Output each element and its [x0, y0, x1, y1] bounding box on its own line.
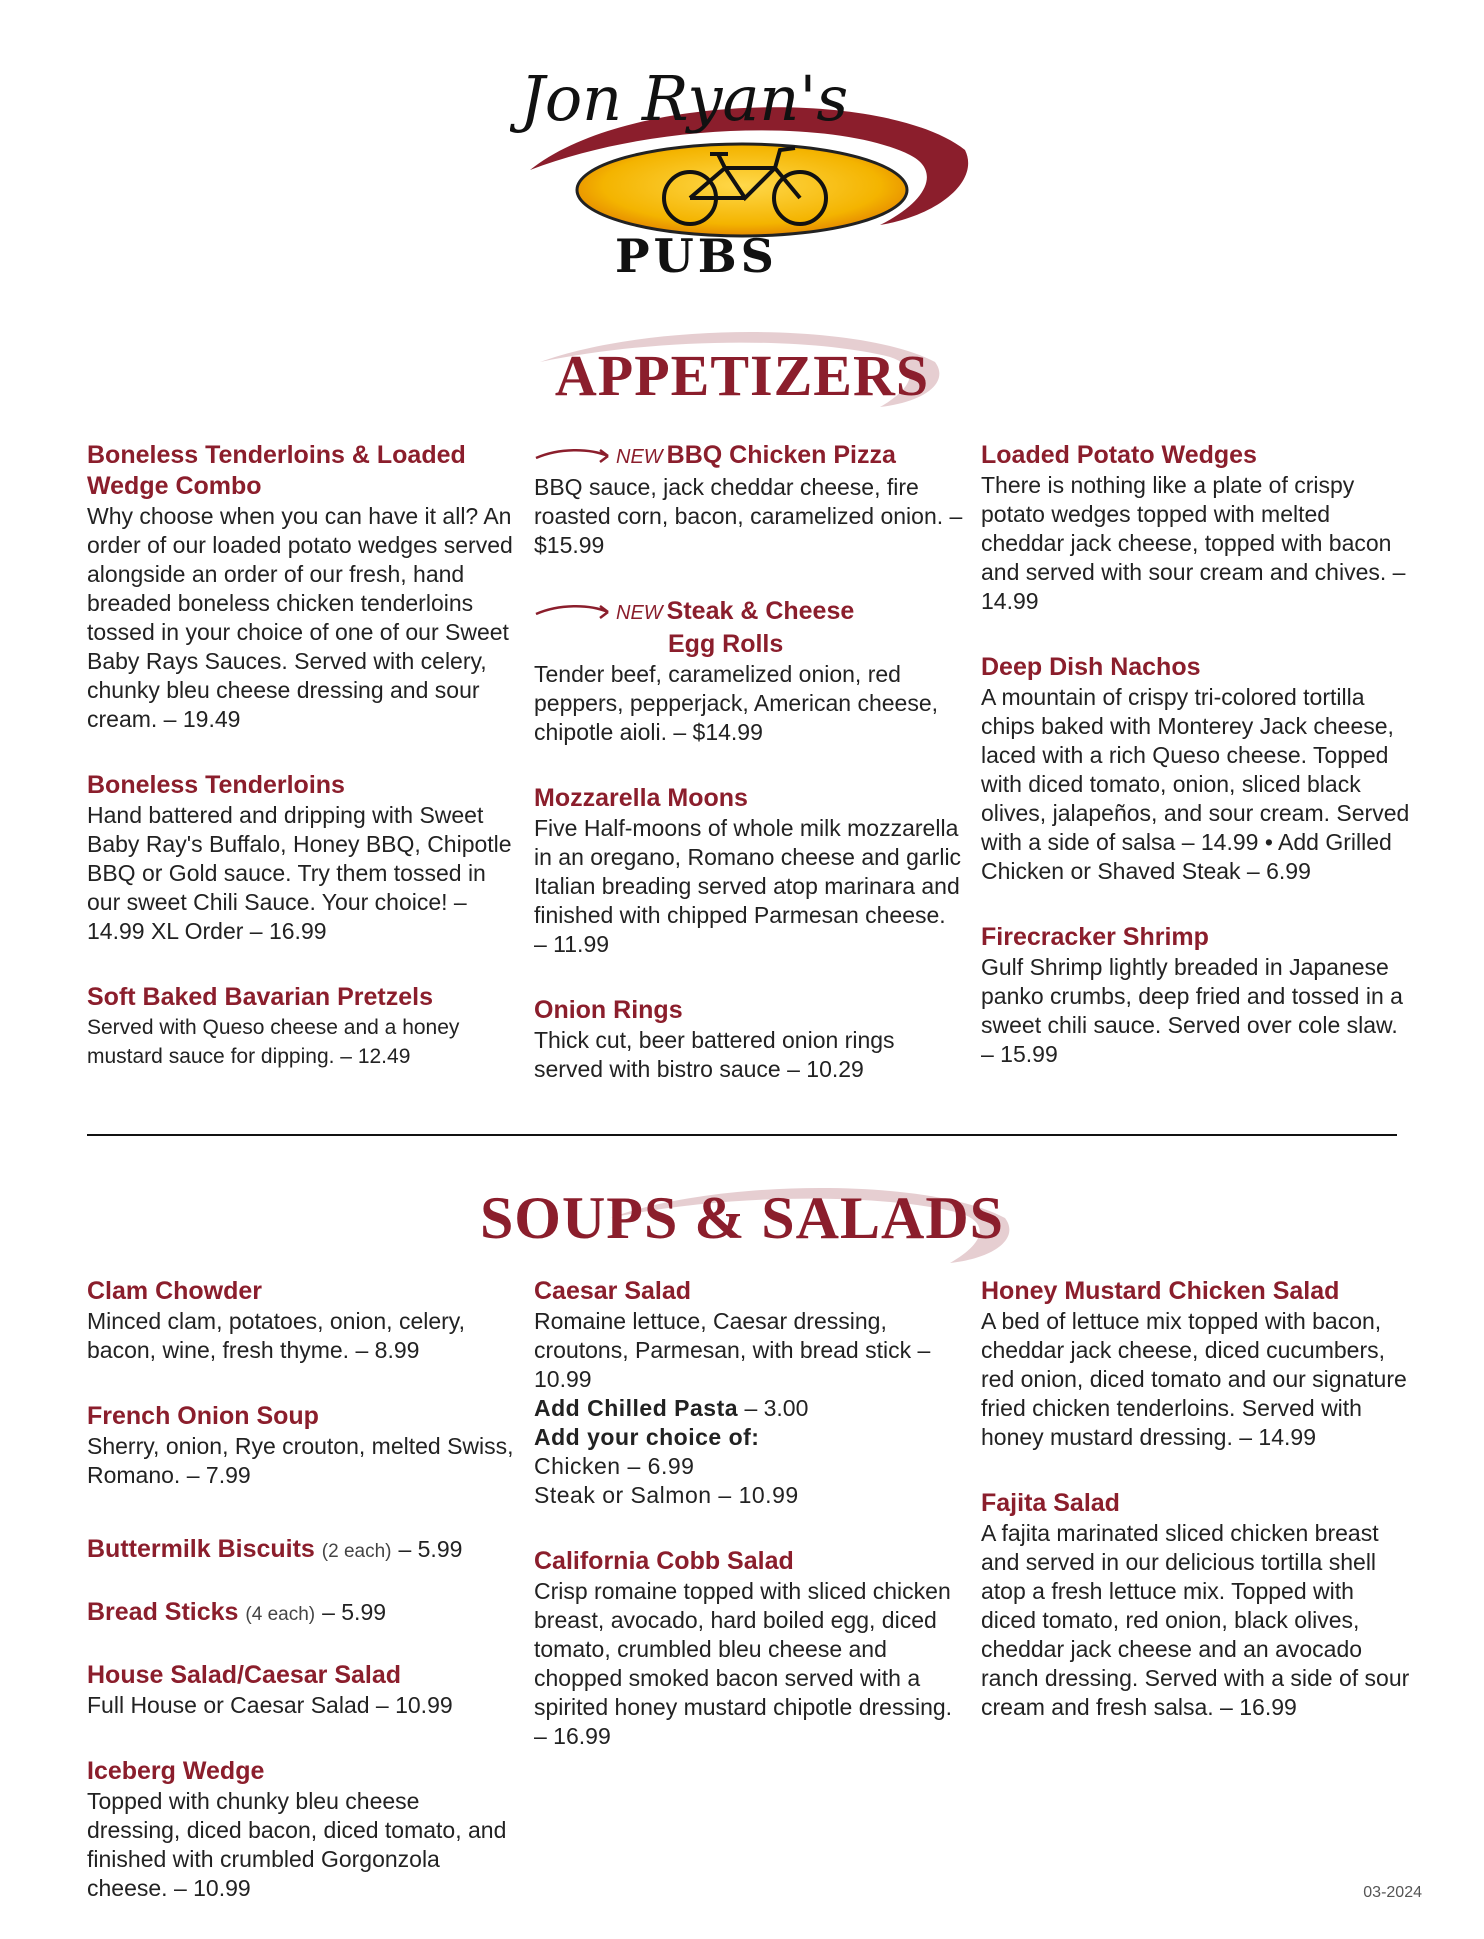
item-title-line2: Egg Rolls: [668, 630, 784, 658]
item-title: Boneless Tenderloins & Loaded Wedge Combo: [87, 441, 466, 500]
item-desc: Hand battered and dripping with Sweet Baby Ray's Buffalo, Honey BBQ, Chipotle BBQ or Gold sauce. Try them tossed in our sweet Chili Sauce. Your choice! – 14.99 XL Order – 16.99: [87, 802, 512, 944]
item-title-row: [534, 596, 964, 660]
item-desc: A bed of lettuce mix topped with bacon, cheddar jack cheese, diced cucumbers, red onion, diced tomato and our signature fried chicken tenderloins. Served with honey mustard dressing. – 14.99: [981, 1308, 1407, 1450]
menu-item: [534, 596, 964, 747]
item-title: Onion Rings: [534, 996, 683, 1024]
addon-pasta-label: Add Chilled Pasta: [534, 1395, 739, 1421]
menu-item: [981, 440, 1411, 616]
menu-item: [87, 1276, 517, 1365]
new-arrow-icon: [534, 602, 612, 622]
item-title: Caesar Salad: [534, 1277, 692, 1305]
item-title: Iceberg Wedge: [87, 1757, 265, 1785]
appetizers-column-3: [981, 440, 1411, 1105]
item-title: Buttermilk Biscuits: [87, 1535, 315, 1563]
menu-item: [534, 1276, 964, 1510]
item-desc: Served with Queso cheese and a honey mustard sauce for dipping. – 12.49: [87, 1016, 460, 1068]
item-title: Loaded Potato Wedges: [981, 441, 1257, 469]
menu-item: [87, 770, 517, 946]
item-title-row: [87, 1597, 517, 1630]
addon-pasta-row: [534, 1394, 964, 1423]
item-title: House Salad/Caesar Salad: [87, 1661, 402, 1689]
menu-item: [87, 440, 517, 734]
logo-graphic: [510, 50, 980, 280]
item-desc: Sherry, onion, Rye crouton, melted Swiss, Romano. – 7.99: [87, 1433, 514, 1488]
item-title: Mozzarella Moons: [534, 784, 748, 812]
addon-chicken: Chicken – 6.99: [534, 1453, 695, 1479]
item-title: BBQ Chicken Pizza: [666, 441, 896, 469]
new-badge: NEW: [616, 602, 663, 624]
item-title: Bread Sticks: [87, 1598, 239, 1626]
item-desc: There is nothing like a plate of crispy potato wedges topped with melted cheddar jack cheese, topped with bacon and served with sour cream and chives. – 14.99: [981, 472, 1406, 614]
soups-salads-column-2: [534, 1276, 964, 1787]
menu-item: [87, 1597, 517, 1630]
appetizers-column-1: [87, 440, 517, 1107]
item-desc: Minced clam, potatoes, onion, celery, bacon, wine, fresh thyme. – 8.99: [87, 1308, 465, 1363]
item-title: Boneless Tenderloins: [87, 771, 345, 799]
menu-item: [87, 1534, 517, 1567]
logo-name-line2: PUBS: [615, 229, 778, 280]
item-title: French Onion Soup: [87, 1402, 319, 1430]
item-desc: Why choose when you can have it all? An order of our loaded potato wedges served alongside an order of our fresh, hand breaded boneless chicken tenderloins tossed in your choice of one of our Sweet Baby Rays Sauces. Served with celery, chunky bleu cheese dressing and sour cream. – 19.49: [87, 503, 513, 732]
item-price: – 5.99: [398, 1536, 463, 1562]
menu-item: [87, 1401, 517, 1490]
item-desc: A mountain of crispy tri-colored tortilla chips baked with Monterey Jack cheese, laced with a rich Queso cheese. Topped with diced tomato, onion, sliced black olives, jalapeños, and sour cream. Served with a side of salsa – 14.99 • Add Grilled Chicken or Shaved Steak – 6.99: [981, 684, 1410, 884]
item-desc: Tender beef, caramelized onion, red peppers, pepperjack, American cheese, chipotle aioli. – $14.99: [534, 661, 939, 745]
menu-item: [981, 1488, 1411, 1722]
item-desc: Thick cut, beer battered onion rings served with bistro sauce – 10.29: [534, 1027, 895, 1082]
addon-steak: Steak or Salmon – 10.99: [534, 1482, 799, 1508]
item-desc: A fajita marinated sliced chicken breast and served in our delicious tortilla shell atop a fresh lettuce mix. Topped with diced tomato, red onion, black olives, cheddar jack cheese and an avocado ranch dressing. Served with a side of sour cream and fresh salsa. – 16.99: [981, 1520, 1410, 1720]
item-title: Clam Chowder: [87, 1277, 263, 1305]
item-title-row: [534, 440, 964, 473]
logo-name-line1: Jon Ryan's: [520, 62, 849, 135]
item-title: Soft Baked Bavarian Pretzels: [87, 983, 433, 1011]
item-desc: Romaine lettuce, Caesar dressing, croutons, Parmesan, with bread stick – 10.99: [534, 1308, 931, 1392]
item-title-row: [87, 1534, 517, 1567]
soups-salads-title: SOUPS & SALADS: [479, 1185, 1005, 1251]
item-desc: Full House or Caesar Salad – 10.99: [87, 1692, 453, 1718]
menu-item: [981, 922, 1411, 1069]
item-price: – 5.99: [322, 1599, 387, 1625]
menu-item: [87, 1660, 517, 1720]
item-title: Steak & Cheese: [666, 597, 855, 625]
menu-item: [87, 1756, 517, 1903]
item-note: (4 each): [245, 1604, 316, 1625]
item-title: Firecracker Shrimp: [981, 923, 1209, 951]
item-desc: Five Half-moons of whole milk mozzarella in an oregano, Romano cheese and garlic Italian breading served atop marinara and finished with chipped Parmesan cheese. – 11.99: [534, 815, 962, 957]
item-title: Deep Dish Nachos: [981, 653, 1201, 681]
menu-item: [87, 982, 517, 1071]
item-title: Honey Mustard Chicken Salad: [981, 1277, 1340, 1305]
item-desc: Topped with chunky bleu cheese dressing, diced bacon, diced tomato, and finished with crumbled Gorgonzola cheese. – 10.99: [87, 1788, 507, 1901]
menu-item: [534, 1546, 964, 1751]
soups-salads-column-3: [981, 1276, 1411, 1758]
menu-item: [981, 1276, 1411, 1452]
addon-choice-label: Add your choice of:: [534, 1424, 760, 1450]
item-desc: Crisp romaine topped with sliced chicken breast, avocado, hard boiled egg, diced tomato, crumbled bleu cheese and chopped smoked bacon served with a spirited honey mustard chipotle dressing. – 16.99: [534, 1578, 953, 1749]
soups-salads-column-1: [87, 1276, 517, 1939]
item-note: (2 each): [321, 1541, 392, 1562]
menu-item: [534, 440, 964, 560]
item-title: Fajita Salad: [981, 1489, 1120, 1517]
brand-logo: [510, 50, 980, 280]
menu-item: [534, 995, 964, 1084]
menu-date: 03-2024: [1363, 1884, 1422, 1901]
item-desc: Gulf Shrimp lightly breaded in Japanese panko crumbs, deep fried and tossed in a sweet chili sauce. Served over cole slaw. – 15.99: [981, 954, 1403, 1067]
new-badge: NEW: [616, 446, 663, 468]
addon-pasta-price: – 3.00: [744, 1395, 809, 1421]
appetizers-column-2: [534, 440, 964, 1120]
appetizers-title: APPETIZERS: [554, 343, 930, 408]
new-arrow-icon: [534, 446, 612, 466]
menu-item: [534, 783, 964, 959]
item-desc: BBQ sauce, jack cheddar cheese, fire roasted corn, bacon, caramelized onion. – $15.99: [534, 474, 963, 558]
menu-item: [981, 652, 1411, 886]
section-divider: [87, 1134, 1397, 1136]
item-title: California Cobb Salad: [534, 1547, 794, 1575]
